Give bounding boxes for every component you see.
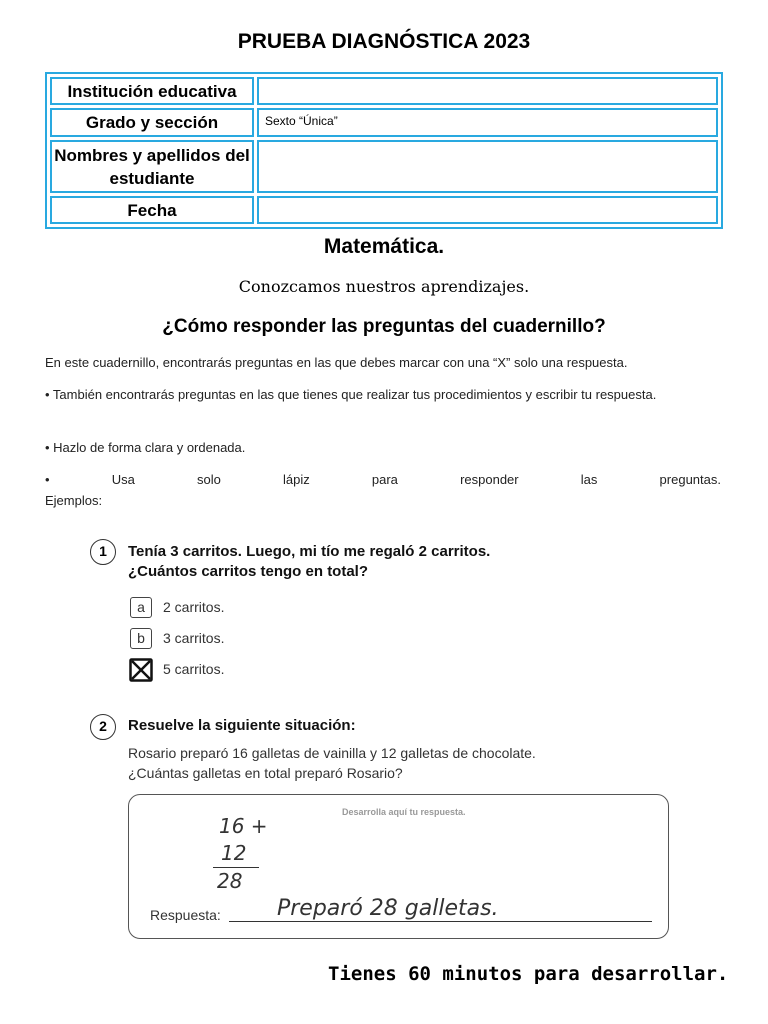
question-number-2: 2 xyxy=(90,714,116,740)
answer-box[interactable] xyxy=(128,794,669,939)
instruction-1: En este cuadernillo, encontrarás preguntas en las que debes marcar con una “X” solo una respuesta. xyxy=(45,355,628,370)
page-title: PRUEBA DIAGNÓSTICA 2023 xyxy=(237,30,531,53)
option-c-marked-box[interactable] xyxy=(129,658,153,682)
question-1-line-2: ¿Cuántos carritos tengo en total? xyxy=(128,563,369,580)
how-to-title: ¿Cómo responder las preguntas del cuadernillo? xyxy=(162,316,606,337)
instruction-2: • También encontrarás preguntas en las que tienes que realizar tus procedimientos y escribir tu respuesta. xyxy=(45,387,657,402)
answer-box-hint: Desarrolla aquí tu respuesta. xyxy=(342,807,466,817)
institution-field[interactable] xyxy=(257,77,718,105)
instruction-3: • Hazlo de forma clara y ordenada. xyxy=(45,440,246,455)
option-a-box[interactable]: a xyxy=(130,597,152,618)
date-label: Fecha xyxy=(50,196,254,224)
grade-label: Grado y sección xyxy=(50,108,254,137)
x-mark-icon xyxy=(129,658,153,682)
question-number-1: 1 xyxy=(90,539,116,565)
question-2-line-2: ¿Cuántas galletas en total preparó Rosario? xyxy=(128,765,403,781)
answer-label: Respuesta: xyxy=(150,907,221,923)
option-c-text: 5 carritos. xyxy=(163,661,225,677)
examples-label: Ejemplos: xyxy=(45,493,103,508)
work-line-2: 12 xyxy=(221,841,247,865)
answer-text: Preparó 28 galletas. xyxy=(277,896,499,921)
work-line-1: 16 + xyxy=(219,814,268,838)
sum-rule xyxy=(213,867,259,868)
question-1-line-1: Tenía 3 carritos. Luego, mi tío me regaló 2 carritos. xyxy=(128,543,491,560)
question-2-line-1: Rosario preparó 16 galletas de vainilla y 12 galletas de chocolate. xyxy=(128,745,536,761)
institution-label: Institución educativa xyxy=(50,77,254,105)
instruction-4: • Usa solo lápiz para responder las preguntas. xyxy=(45,472,721,487)
grade-field[interactable]: Sexto “Única” xyxy=(257,108,718,137)
student-name-label xyxy=(50,140,254,193)
question-2-title: Resuelve la siguiente situación: xyxy=(128,717,356,734)
option-a-text: 2 carritos. xyxy=(163,599,225,615)
option-b-text: 3 carritos. xyxy=(163,630,225,646)
student-name-field[interactable] xyxy=(257,140,718,193)
date-field[interactable] xyxy=(257,196,718,224)
answer-line xyxy=(229,921,652,922)
option-b-box[interactable]: b xyxy=(130,628,152,649)
student-info-table xyxy=(45,72,723,229)
work-result: 28 xyxy=(217,869,243,893)
student-name-label-text: Nombres y apellidos del estudiante xyxy=(54,145,250,188)
tagline: Conozcamos nuestros aprendizajes. xyxy=(238,277,530,296)
subject-heading: Matemática. xyxy=(323,235,445,258)
time-notice: Tienes 60 minutos para desarrollar. xyxy=(328,963,729,985)
